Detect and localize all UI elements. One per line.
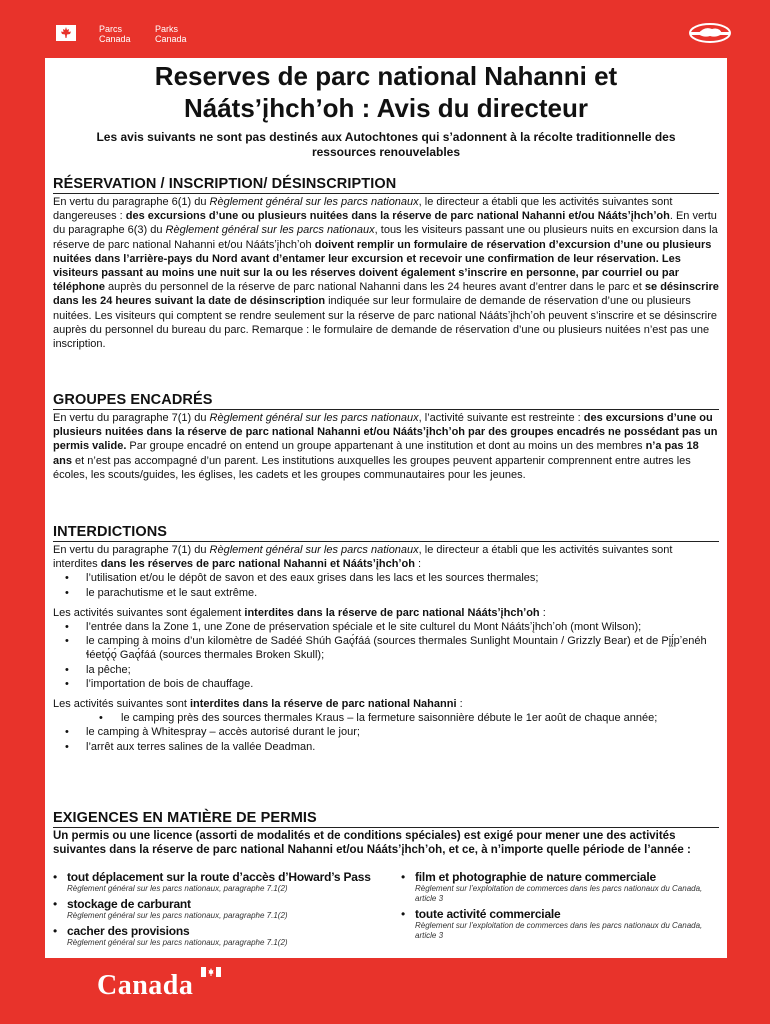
section-heading: EXIGENCES EN MATIÈRE DE PERMIS: [53, 810, 317, 826]
page-title: Reserves de parc national Nahanni et Náátsʼįhchʼoh : Avis du directeur: [154, 61, 618, 123]
section-body: Les activités suivantes sont également interdites dans la réserve de parc national Náátsʼįhchʼoh :: [53, 606, 546, 619]
permit-column-left: [53, 870, 398, 951]
permit-item: • toute activité commerciale Règlement sur l’exploitation de commerces dans les parcs nationaux du Canada, article 3: [401, 907, 703, 940]
section-heading: RÉSERVATION / INSCRIPTION/ DÉSINSCRIPTION: [53, 176, 397, 192]
permit-item: • cacher des provisions Règlement général sur les parcs nationaux, paragraphe 7.1(2): [53, 924, 288, 947]
section-permis: [53, 810, 719, 857]
section-body: En vertu du paragraphe 7(1) du Règlement général sur les parcs nationaux, l’activité suivante est restreinte : des excursions d’une ou plusieurs nuitées dans la réserve de parc national Nahanni et/ou Náátsʼįhchʼoh par des groupes encadrés ne possédant pas un permis valide. Par groupe encadré on entend un groupe appartenant à une institution et dont au moins un des membres n’a pas 18 ans et n’est pas accompagné d’un parent. Les institutions auxquelles les groupes peuvent appartenir comprennent entre autres les écoles, les scouts/guides, les églises, les cadets et les groupes communautaires pour les jeunes.: [53, 412, 718, 481]
section-body: Les activités suivantes sont interdites dans la réserve de parc national Nahanni :: [53, 698, 463, 711]
prohibition-list: [53, 571, 719, 599]
list-item: • le camping à Whitespray – accès autorisé durant le jour;: [53, 725, 719, 739]
section-body: En vertu du paragraphe 6(1) du Règlement général sur les parcs nationaux, le directeur a établi que les activités suivantes sont dangereuses : des excursions d’une ou plusieurs nuitées dans la réserve de parc national Nahanni et/ou Náátsʼįhchʼoh. En vertu du paragraphe 6(3) du Règlement général sur les parcs nationaux, tous les visiteurs passant une ou plusieurs nuits en excursion dans la réserve de parc national Nahanni et/ou Náátsʼįhchʼoh doivent remplir un formulaire de réservation d’excursion d’une ou plusieurs nuitées dans l’arrière-pays du Nord avant d’entamer leur excursion et recevoir une confirmation de leur réservation. Les visiteurs passant au moins une nuit sur la ou les réserves doivent également s’inscrire en personne, par courriel ou par téléphone auprès du personnel de la réserve de parc national Nahanni dans les 24 heures avant d’entrer dans le parc et se désinscrire dans les 24 heures suivant la date de désinscription indiquée sur leur formulaire de demande de réservation d’une ou plusieurs nuitées. Les visiteurs qui comptent se rendre seulement sur la réserve de parc national Náátsʼįhchʼoh peuvent s’inscrire et se désinscrire auprès du personnel du bureau du parc. Remarque : le formulaire de demande de réservation d’une ou plusieurs nuitées n’est pas une inscription.: [53, 196, 719, 351]
permit-item: • film et photographie de nature commerciale Règlement sur l’exploitation de commerces dans les parcs nationaux du Canada, article 3: [401, 870, 703, 903]
divider: [53, 541, 719, 542]
section-groupes: [53, 392, 719, 482]
divider: [53, 409, 719, 410]
section-heading: INTERDICTIONS: [53, 524, 168, 540]
prohibition-list: [53, 620, 719, 691]
parks-beaver-logo-icon: [688, 20, 732, 44]
notice-panel: [45, 58, 727, 958]
divider: [53, 827, 719, 828]
maple-leaf-icon: [60, 27, 72, 39]
section-interdictions: [53, 524, 719, 754]
list-item: • l’entrée dans la Zone 1, une Zone de préservation spéciale et le site culturel du Mont Náátsʼįhchʼoh (mont Wilson);: [53, 620, 719, 634]
section-body: Un permis ou une licence (assorti de modalités et de conditions spéciales) est exigé pour mener une des activités suivantes dans la réserve de parc national Nahanni et/ou Náátsʼįhchʼoh, et ce, à n’importe quelle période de l’année :: [53, 830, 691, 857]
agency-name-fr: Parcs Canada: [99, 24, 131, 44]
canada-wordmark: Canada: [97, 970, 194, 1001]
header-bar: [0, 0, 770, 58]
list-item: • la pêche;: [53, 663, 719, 677]
section-body: En vertu du paragraphe 7(1) du Règlement général sur les parcs nationaux, le directeur a établi que les activités suivantes sont interdites dans les réserves de parc national Nahanni et Náátsʼįhchʼoh :: [53, 544, 673, 571]
list-item: • le camping à moins d’un kilomètre de Sadéé Shúh Gaǫ́fáá (sources thermales Sunlight Mountain / Grizzly Bear) et de Pįį́pʼenéh ɬéetǫ́ǫ́ Gaǫ́fáá (sources thermales Broken Skull);: [53, 634, 719, 662]
list-item: • l’importation de bois de chauffage.: [53, 677, 719, 691]
list-item: • le parachutisme et le saut extrême.: [53, 586, 719, 600]
section-heading: GROUPES ENCADRÉS: [53, 392, 213, 408]
agency-name-en: Parks Canada: [155, 24, 187, 44]
list-item: • le camping près des sources thermales Kraus – la fermeture saisonnière débute le 1er août de chaque année;: [53, 711, 719, 725]
permit-column-right: [401, 870, 711, 944]
divider: [53, 193, 719, 194]
wordmark-flag-icon: [201, 967, 221, 977]
prohibition-list: [53, 711, 719, 754]
page-subtitle: Les avis suivants ne sont pas destinés aux Autochtones qui s’adonnent à la récolte traditionnelle des ressources renouvelables: [96, 130, 676, 159]
permit-item: • stockage de carburant Règlement général sur les parcs nationaux, paragraphe 7.1(2): [53, 897, 288, 920]
canada-flag-icon: [46, 25, 86, 41]
list-item: • l’utilisation et/ou le dépôt de savon et des eaux grises dans les lacs et les sources thermales;: [53, 571, 719, 585]
section-reservation: [53, 176, 719, 351]
list-item: • l’arrêt aux terres salines de la vallée Deadman.: [53, 740, 719, 754]
permit-item: • tout déplacement sur la route d’accès d’Howard’s Pass Règlement général sur les parcs nationaux, paragraphe 7.1(2): [53, 870, 371, 893]
